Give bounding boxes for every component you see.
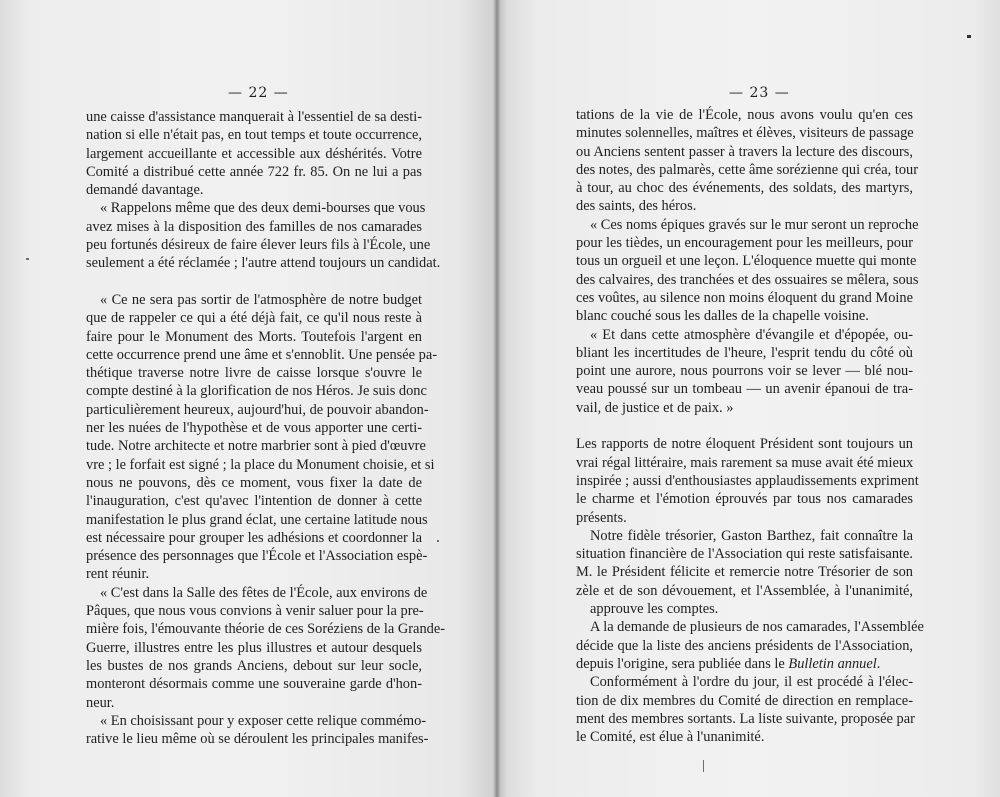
text-line: tations de la vie de l'École, nous avons voulu qu'en ces bbox=[576, 107, 913, 123]
text-line: nation si elle n'était pas, en tout temps et toute occurrence, bbox=[86, 127, 422, 144]
text-line: vre ; le forfait est signé ; la place du Monument choisie, et si bbox=[86, 456, 435, 473]
text-line: tion de dix membres du Comité de direction en remplace- bbox=[576, 692, 913, 709]
text-line: Pâques, que nous vous convions à venir saluer pour la pre- bbox=[86, 603, 424, 620]
text-line: avez mises à la disposition des familles de nos camarades bbox=[86, 218, 422, 235]
text-line: mière fois, l'émouvante théorie de ces Soréziens de la Grande- bbox=[86, 621, 446, 638]
text-line: rent réunir. bbox=[86, 566, 150, 583]
text-line: vail, de justice et de paix. » bbox=[576, 399, 734, 416]
text-line: cette occurrence prend une âme et s'ennoblit. Une pensée pa- bbox=[86, 346, 437, 363]
text-line: veau poussé sur un tombeau — un avenir épanoui de tra- bbox=[576, 381, 913, 398]
text-line: M. le Président félicite et remercie notre Trésorier de son bbox=[576, 564, 913, 581]
text-line: monteront désormais comme une souveraine garde d'hon- bbox=[86, 676, 422, 693]
left-page bbox=[0, 0, 497, 797]
text-line: « Ce ne sera pas sortir de l'atmosphère de notre budget bbox=[100, 291, 422, 308]
speck bbox=[703, 760, 704, 772]
text-line: nous ne pouvons, dès ce moment, vous fixer la date de bbox=[86, 474, 422, 491]
text-line: depuis l'origine, sera publiée dans le Bulletin annuel. bbox=[576, 655, 881, 672]
text-line: les bustes de nos grands Anciens, debout sur leur socle, bbox=[86, 657, 422, 674]
text-line: Notre fidèle trésorier, Gaston Barthez, fait connaître la bbox=[590, 527, 913, 544]
text-line: demandé davantage. bbox=[86, 182, 204, 199]
page-number: — 22 — bbox=[228, 85, 289, 101]
text-line: présents. bbox=[576, 509, 627, 526]
text-line: « En choisissant pour y exposer cette relique commémo- bbox=[100, 712, 427, 729]
text-line: pour les tièdes, un encouragement pour les meilleurs, pour bbox=[576, 235, 913, 252]
text-line: ner les nuées de l'hypothèse et de vous apporter une certi- bbox=[86, 420, 422, 437]
text-line: « C'est dans la Salle des fêtes de l'École, aux environs de bbox=[100, 584, 428, 601]
text-line: approuve les comptes. bbox=[590, 601, 719, 618]
text-line: neur. bbox=[86, 694, 115, 711]
text-line: à tour, au choc des événements, des soldats, des martyrs, bbox=[576, 180, 913, 197]
book-gutter bbox=[493, 0, 501, 797]
text-line: compte destiné à la glorification de nos Héros. Je suis donc bbox=[86, 383, 427, 400]
text-line: ces voûtes, au silence non moins éloquent du grand Moine bbox=[576, 289, 913, 306]
text-line: que de rappeler ce qui a été déjà fait, ce qu'il nous reste à bbox=[86, 310, 422, 327]
page-body bbox=[576, 106, 924, 746]
text-line: est nécessaire pour grouper les adhésions et coordonner la bbox=[86, 529, 422, 546]
text-line: le Comité, est élue à l'unanimité. bbox=[576, 729, 765, 746]
text-line: minutes solennelles, maîtres et élèves, visiteurs de passage bbox=[576, 125, 914, 142]
speck bbox=[437, 540, 439, 542]
text-line: A la demande de plusieurs de nos camarades, l'Assemblée bbox=[590, 619, 924, 636]
text-line: ou Anciens sentent passer à travers la lecture des discours, bbox=[576, 143, 913, 160]
text-line: Conformément à l'ordre du jour, il est procédé à l'élec- bbox=[590, 674, 913, 691]
text-line: Les rapports de notre éloquent Président sont toujours un bbox=[576, 436, 913, 453]
text-line: des saints, des héros. bbox=[576, 198, 697, 215]
text-line: vrai régal littéraire, mais rarement sa muse avait été mieux bbox=[576, 454, 914, 471]
right-page bbox=[497, 0, 1000, 797]
text-line: manifestation le plus grand éclat, une certaine latitude nous bbox=[86, 511, 428, 528]
text-line: « Rappelons même que des deux demi-bourses que vous bbox=[100, 200, 426, 217]
text-line: présence des personnages que l'École et l'Association espè- bbox=[86, 548, 428, 565]
text-line: le charme et l'émotion éprouvés par tous nos camarades bbox=[576, 491, 913, 508]
text-line: « Ces noms épiques gravés sur le mur seront un reproche bbox=[590, 216, 919, 233]
text-line: seulement a été réclamée ; l'autre attend toujours un candidat. bbox=[86, 255, 441, 272]
italic-title: Bulletin annuel bbox=[788, 655, 877, 672]
page-number: — 23 — bbox=[729, 85, 790, 101]
text-line: rative le lieu même où se déroulent les principales manifes- bbox=[86, 731, 429, 748]
text-line: « Et dans cette atmosphère d'évangile et d'épopée, ou- bbox=[590, 326, 913, 343]
text-line: particulièrement heureux, aujourd'hui, de pouvoir abandon- bbox=[86, 401, 429, 418]
text-line: zèle et de son dévouement, et l'Assemblée, à l'unanimité, bbox=[576, 582, 913, 599]
speck bbox=[967, 35, 971, 38]
speck bbox=[26, 258, 29, 260]
text-line: situation financière de l'Association qui reste satisfaisante. bbox=[576, 546, 913, 563]
text-line: tude. Notre architecte et notre marbrier sont à pied d'œuvre bbox=[86, 438, 426, 455]
text-line: décide que la liste des anciens présidents de l'Association, bbox=[576, 637, 913, 654]
text-line: l'inauguration, c'est qu'avec l'intention de donner à cette bbox=[86, 493, 422, 510]
text-line: Guerre, illustres entre les plus illustres et autour desquels bbox=[86, 639, 422, 656]
text-line: une caisse d'assistance manquerait à l'essentiel de sa desti- bbox=[86, 109, 423, 125]
text-line: des calvaires, des tranchées et des ossuaires se mêlera, sous bbox=[576, 271, 919, 288]
paragraph-gap bbox=[86, 273, 422, 291]
page-body bbox=[86, 108, 446, 748]
text-line: largement accueillante et accessible aux déshérités. Votre bbox=[86, 145, 422, 162]
text-line: Comité a distribué cette année 722 fr. 85. On ne lui a pas bbox=[86, 163, 422, 180]
text-line: point une aurore, nous pourrons voir se lever — blé nou- bbox=[576, 363, 913, 380]
text-line: blanc couché sous les dalles de la chapelle voisine. bbox=[576, 308, 869, 325]
paragraph-gap bbox=[576, 417, 913, 435]
text-line: faire pour le Monument des Morts. Toutefois l'argent en bbox=[86, 328, 422, 345]
text-line: tous un orgueil et une leçon. L'éloquence muette qui monte bbox=[576, 253, 917, 270]
text-line: inspirée ; aussi d'enthousiastes applaudissements expriment bbox=[576, 472, 919, 489]
text-line: thétique traverse notre livre de caisse lorsque s'ouvre le bbox=[86, 365, 422, 382]
text-line: bliant les incertitudes de l'heure, l'esprit tendu du côté où bbox=[576, 344, 913, 361]
text-line: peu fortunés désireux de faire élever leurs fils à l'École, une bbox=[86, 237, 431, 254]
text-line: des notes, des palmarès, cette âme sorézienne qui créa, tour bbox=[576, 161, 919, 178]
text-line: ment des membres sortants. La liste suivante, proposée par bbox=[576, 710, 915, 727]
